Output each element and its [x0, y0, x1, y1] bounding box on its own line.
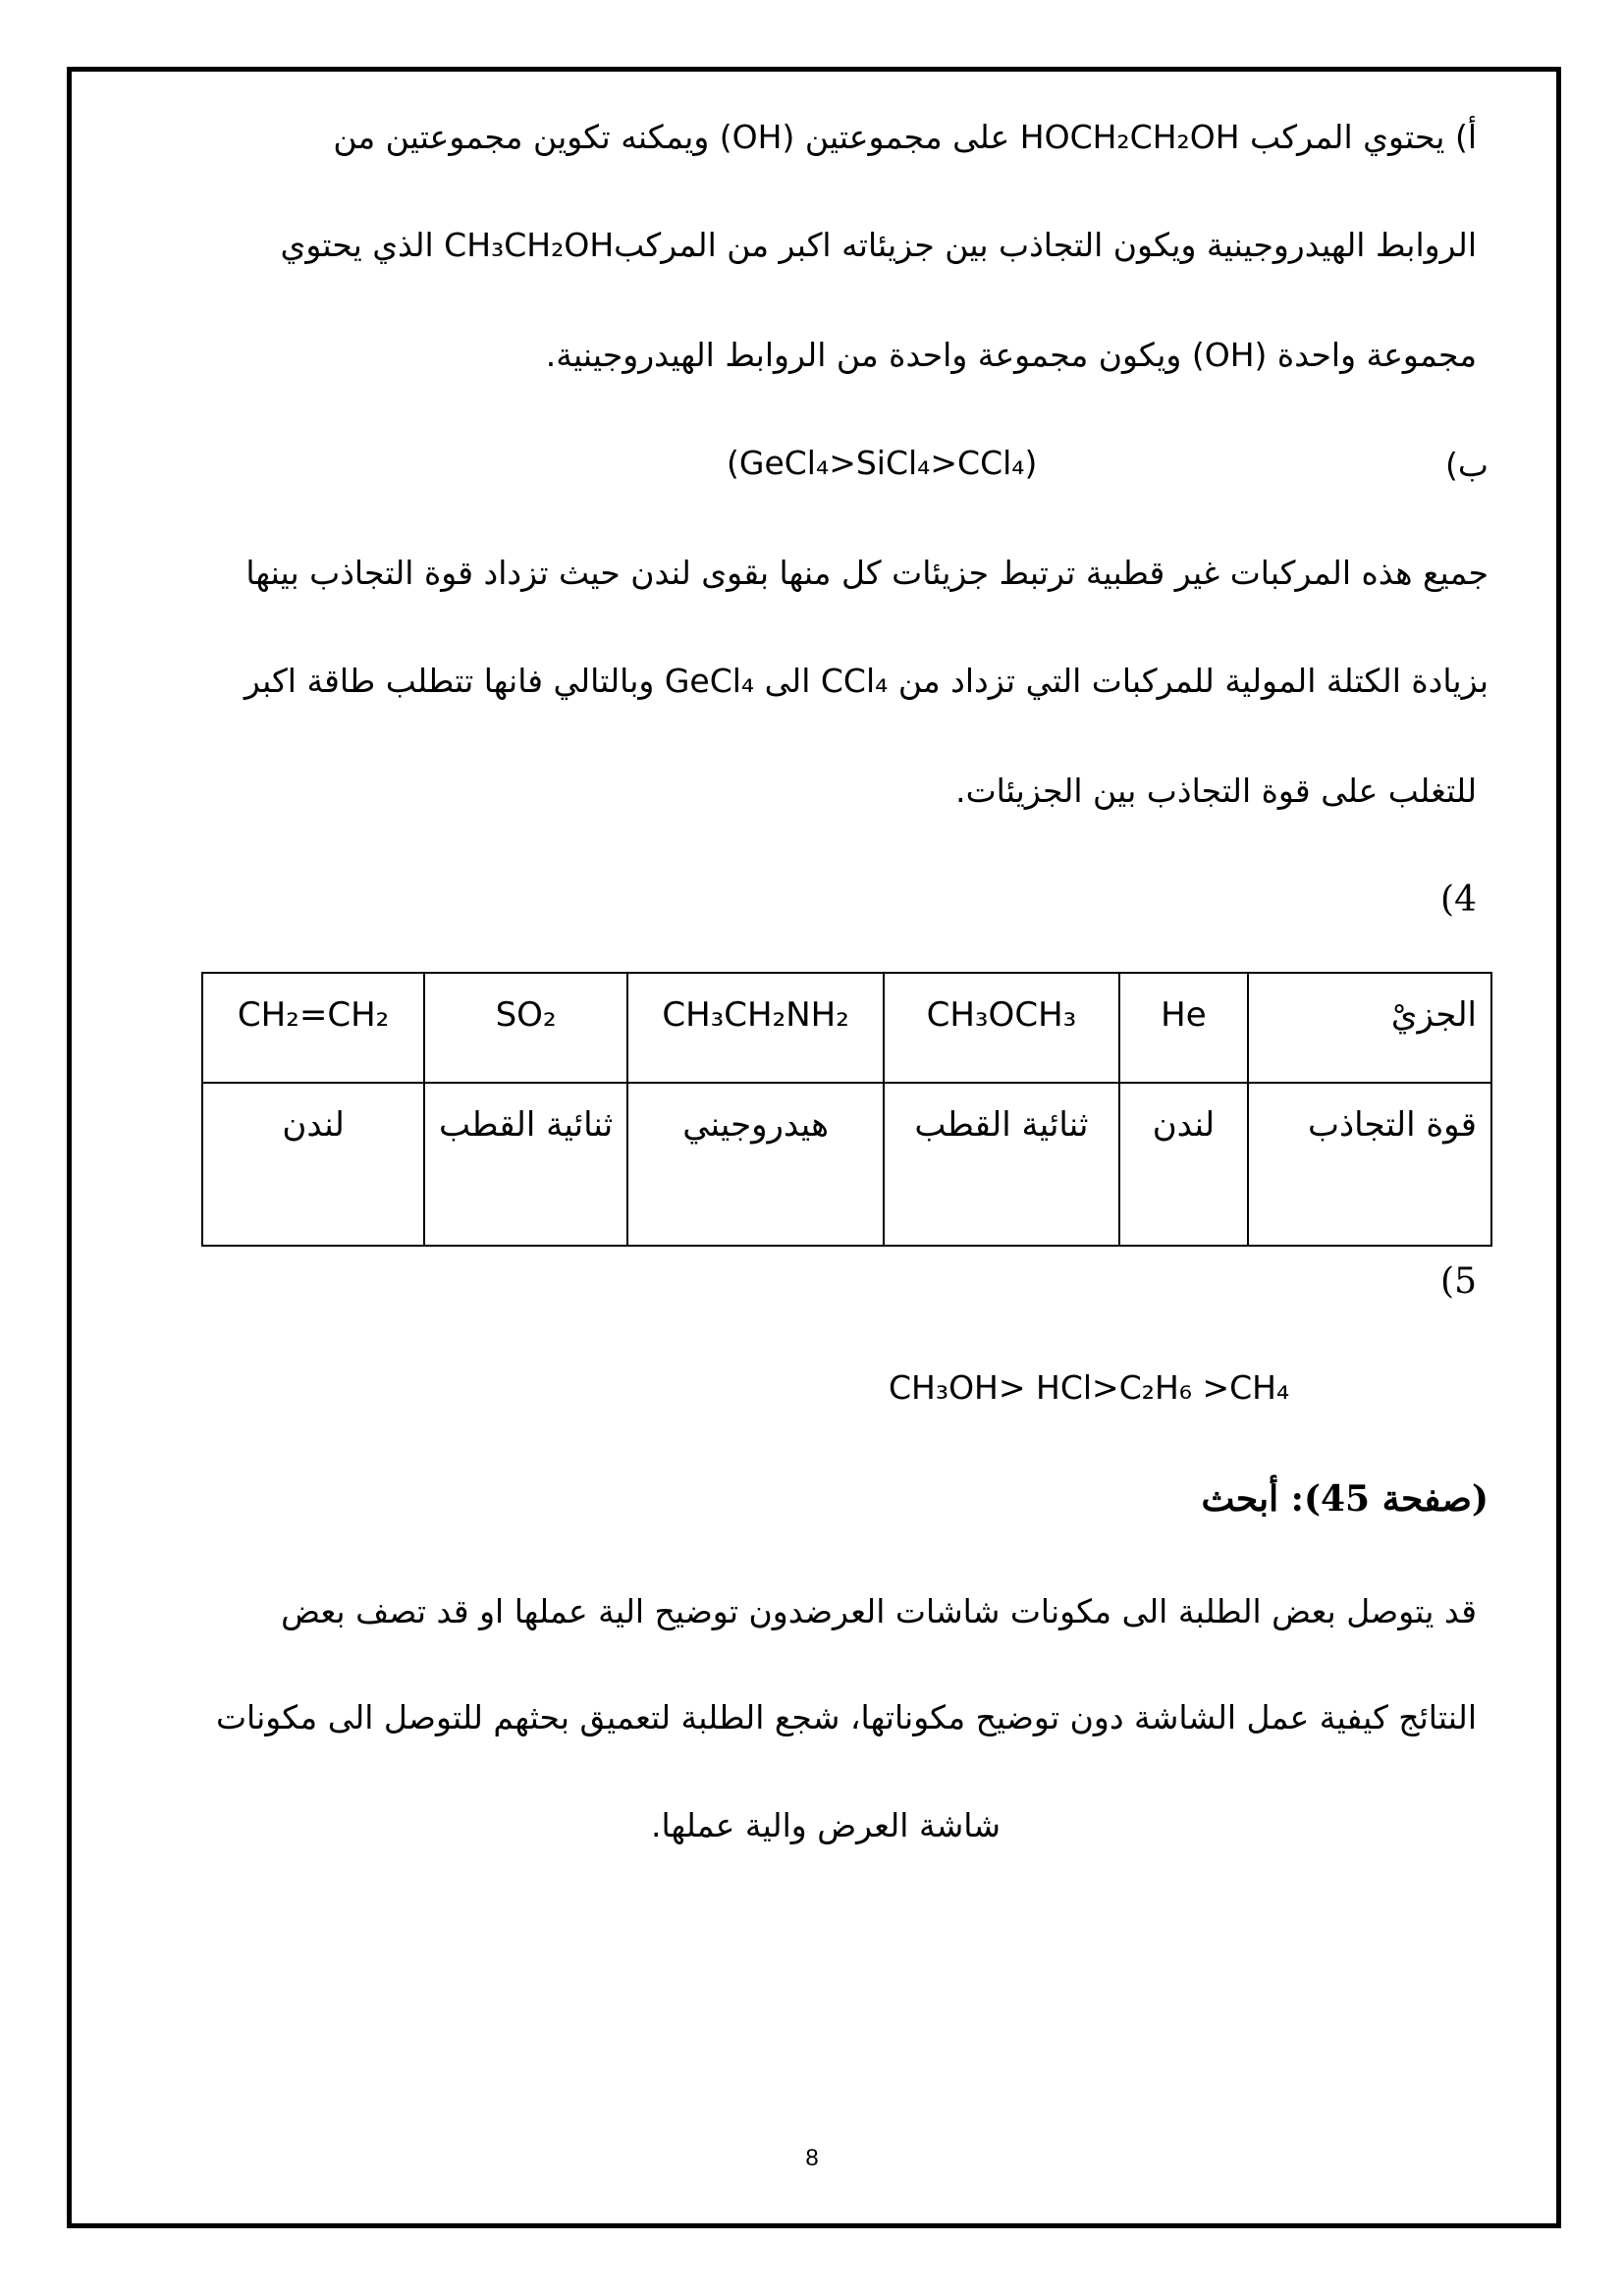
- row-header-force: قوة التجاذب: [1248, 1083, 1491, 1246]
- para-a-line-2: الروابط الهيدروجينية ويكون التجاذب بين جزيئاته اكبر من المركبCH₃CH₂OH الذي يحتوي: [280, 224, 1477, 267]
- search-line-2: النتائج كيفية عمل الشاشة دون توضيح مكوناتها، شجع الطلبة لتعميق بحثهم للتوصل الى مكونات: [215, 1698, 1477, 1736]
- question-4-number: 4): [1440, 880, 1477, 920]
- row-header-molecule: الجزيْ: [1248, 973, 1491, 1083]
- table-row-forces: [202, 1083, 1491, 1246]
- cell-molecule: CH₂=CH₂: [202, 973, 424, 1083]
- para-b-line-2: بزيادة الكتلة المولية للمركبات التي تزداد من CCl₄ الى GeCl₄ وبالتالي فانها تتطلب طاقة اكبر: [244, 662, 1489, 700]
- table-row-molecules: [202, 973, 1491, 1083]
- cell-force: لندن: [1119, 1083, 1249, 1246]
- cell-force: ثنائية القطب: [884, 1083, 1118, 1246]
- question-5-number: 5): [1440, 1261, 1477, 1302]
- cell-molecule: CH₃CH₂NH₂: [627, 973, 884, 1083]
- para-b-line-3: للتغلب على قوة التجاذب بين الجزيئات.: [955, 772, 1477, 810]
- para-b-order: (GeCl₄>SiCl₄>CCl₄): [727, 444, 1038, 482]
- cell-force: لندن: [202, 1083, 424, 1246]
- formula-ethanol: CH₃CH₂OH: [444, 226, 615, 264]
- para-a-line-1: أ) يحتوي المركب HOCH₂CH₂OH على مجموعتين (OH) ويمكنه تكوين مجموعتين من: [333, 116, 1477, 159]
- search-line-3: شاشة العرض والية عملها.: [650, 1806, 1001, 1844]
- para-b-label: ب): [1445, 446, 1489, 484]
- page-number: 8: [805, 2145, 819, 2171]
- search-heading: (صفحة 45): أبحث: [1201, 1478, 1489, 1520]
- para-a-line-3: مجموعة واحدة (OH) ويكون مجموعة واحدة من الروابط الهيدروجينية.: [545, 336, 1477, 374]
- cell-molecule: CH₃OCH₃: [884, 973, 1118, 1083]
- boiling-point-order: CH₃OH> HCl>C₂H₆ >CH₄: [889, 1368, 1290, 1407]
- para-b-line-1: جميع هذه المركبات غير قطبية ترتبط جزيئات كل منها بقوى لندن حيث تزداد قوة التجاذب بينها: [245, 554, 1489, 592]
- cell-molecule: He: [1119, 973, 1249, 1083]
- intermolecular-forces-table: [201, 972, 1492, 1247]
- search-line-1: قد يتوصل بعض الطلبة الى مكونات شاشات العرضدون توضيح الية عملها او قد تصف بعض: [281, 1592, 1477, 1630]
- cell-force: ثنائية القطب: [424, 1083, 627, 1246]
- cell-molecule: SO₂: [424, 973, 627, 1083]
- formula-ethylene-glycol: HOCH₂CH₂OH: [1019, 118, 1240, 156]
- cell-force: هيدروجيني: [627, 1083, 884, 1246]
